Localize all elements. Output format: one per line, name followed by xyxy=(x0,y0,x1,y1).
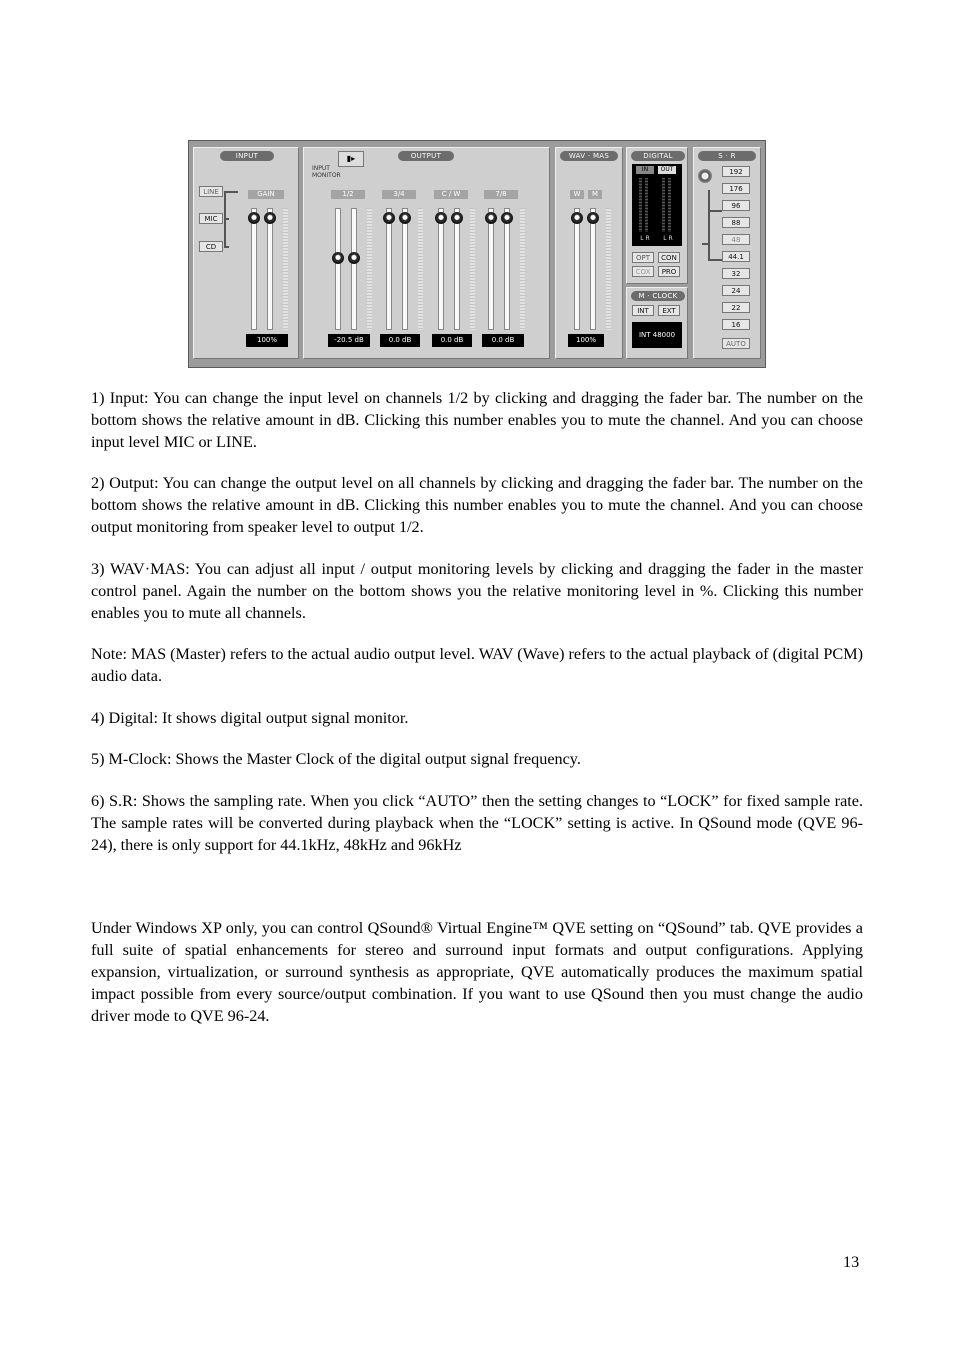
fader-7-8-left[interactable] xyxy=(488,208,494,330)
fader-1-2-left[interactable] xyxy=(335,208,341,330)
line-button[interactable]: LINE xyxy=(199,186,223,197)
sr-bracket-line xyxy=(708,210,722,212)
meter-7-8 xyxy=(520,208,525,330)
paragraph-input: 1) Input: You can change the input level on channels 1/2 by clicking and dragging the fader bar. The number on the bottom shows the relative amount in dB. Clicking this number enables you to mute the channel. And you can choose input level MIC or LINE. xyxy=(91,389,863,451)
mas-knob[interactable] xyxy=(587,212,599,224)
speaker-icon[interactable]: ▮▸ xyxy=(338,151,364,167)
rate-16[interactable]: 16 xyxy=(722,319,750,330)
con-button[interactable]: CON xyxy=(658,252,680,263)
paragraph-mclock: 5) M-Clock: Shows the Master Clock of the digital output signal frequency. xyxy=(91,750,581,768)
gain-fader-right[interactable] xyxy=(267,208,273,330)
int-button[interactable]: INT xyxy=(632,305,654,316)
gain-fader-left[interactable] xyxy=(251,208,257,330)
rate-96[interactable]: 96 xyxy=(722,200,750,211)
paragraph-qsound: Under Windows XP only, you can control QSound® Virtual Engine™ QVE setting on “QSound” tab. QVE provides a full suite of spatial enhancements for stereo and surround input formats and output configurations. Applying expansion, virtualization, or surround synthesis as appropriate, QVE automatically produces the maximum spatial impact possible from every source/output combination. If you want to use QSound then you must change the audio driver mode to QVE 96-24. xyxy=(91,919,863,1025)
meter-c-w xyxy=(470,208,475,330)
rate-48[interactable]: 48 xyxy=(722,234,750,245)
digital-meter-bar xyxy=(662,178,665,232)
ext-button[interactable]: EXT xyxy=(658,305,680,316)
sr-bracket-line xyxy=(708,190,710,260)
knob-3-4-left[interactable] xyxy=(383,212,395,224)
mas-label: M xyxy=(588,190,602,199)
input-panel-title: INPUT xyxy=(220,151,274,161)
fader-3-4-right[interactable] xyxy=(402,208,408,330)
mclock-panel-title: M · CLOCK xyxy=(631,291,685,301)
fader-c-w-right[interactable] xyxy=(454,208,460,330)
knob-c-w-left[interactable] xyxy=(435,212,447,224)
value-7-8[interactable]: 0.0 dB xyxy=(482,334,524,347)
digital-lr-right: L R xyxy=(663,235,673,242)
sr-bracket-line xyxy=(708,259,722,261)
rate-32[interactable]: 32 xyxy=(722,268,750,279)
wav-knob[interactable] xyxy=(571,212,583,224)
wav-label: W xyxy=(570,190,584,199)
channel-label-c-w: C / W xyxy=(434,190,468,199)
digital-meter-display xyxy=(632,164,682,246)
rate-192[interactable]: 192 xyxy=(722,166,750,177)
page-number: 13 xyxy=(843,1253,860,1271)
knob-3-4-right[interactable] xyxy=(399,212,411,224)
fader-1-2-right[interactable] xyxy=(351,208,357,330)
digital-meter-bar xyxy=(668,178,671,232)
input-selector-line xyxy=(224,191,238,193)
gain-knob-right[interactable] xyxy=(264,212,276,224)
rate-176[interactable]: 176 xyxy=(722,183,750,194)
fader-3-4-left[interactable] xyxy=(386,208,392,330)
value-1-2[interactable]: -20.5 dB xyxy=(328,334,370,347)
digital-out-label: OUT xyxy=(658,166,676,174)
mclock-display: INT 48000 xyxy=(632,322,682,348)
mic-button[interactable]: MIC xyxy=(199,213,223,224)
mclock-panel xyxy=(626,287,688,359)
knob-c-w-right[interactable] xyxy=(451,212,463,224)
paragraph-note: Note: MAS (Master) refers to the actual audio output level. WAV (Wave) refers to the actual playback of (digital PCM) audio data. xyxy=(91,645,863,685)
input-monitor-label: INPUT MONITOR xyxy=(312,165,341,179)
value-c-w[interactable]: 0.0 dB xyxy=(432,334,472,347)
input-selector-line xyxy=(224,218,229,220)
fader-7-8-right[interactable] xyxy=(504,208,510,330)
knob-7-8-left[interactable] xyxy=(485,212,497,224)
cox-button[interactable]: COX xyxy=(632,266,654,277)
gain-value[interactable]: 100% xyxy=(246,334,288,347)
channel-label-1-2: 1/2 xyxy=(331,190,365,199)
wavmas-panel-title: WAV · MAS xyxy=(560,151,618,161)
digital-lr-left: L R xyxy=(640,235,650,242)
knob-1-2-left[interactable] xyxy=(332,252,344,264)
paragraph-wavmas: 3) WAV·MAS: You can adjust all input / output monitoring levels by clicking and dragging the fader in the master control panel. Again the number on the bottom shows you the relative monitoring level in %. Clicking this number enables you to mute all channels. xyxy=(91,560,863,622)
digital-meter-bar xyxy=(639,178,642,232)
value-3-4[interactable]: 0.0 dB xyxy=(380,334,420,347)
opt-button[interactable]: OPT xyxy=(632,252,654,263)
channel-label-3-4: 3/4 xyxy=(382,190,416,199)
paragraph-digital: 4) Digital: It shows digital output signal monitor. xyxy=(91,709,409,727)
pro-button[interactable]: PRO xyxy=(658,266,680,277)
knob-1-2-right[interactable] xyxy=(348,252,360,264)
channel-label-7-8: 7/8 xyxy=(484,190,518,199)
mixer-screenshot xyxy=(188,140,766,368)
gain-meter xyxy=(283,208,288,330)
digital-panel-title: DIGITAL xyxy=(631,151,685,161)
meter-1-2 xyxy=(367,208,372,330)
mas-fader[interactable] xyxy=(590,208,596,330)
rate-44-1[interactable]: 44.1 xyxy=(722,251,750,262)
fader-c-w-left[interactable] xyxy=(438,208,444,330)
meter-3-4 xyxy=(418,208,423,330)
auto-button[interactable]: AUTO xyxy=(722,338,750,349)
sync-icon[interactable] xyxy=(698,169,712,183)
input-selector-line xyxy=(224,246,229,248)
rate-24[interactable]: 24 xyxy=(722,285,750,296)
wavmas-panel xyxy=(555,147,623,359)
paragraph-sr: 6) S.R: Shows the sampling rate. When you click “AUTO” then the setting changes to “LOCK” for fixed sample rate. The sample rates will be converted during playback when the “LOCK” setting is active. In QSound mode (QVE 96-24), there is only support for 44.1kHz, 48kHz and 96kHz xyxy=(91,792,863,854)
input-panel xyxy=(193,147,299,359)
knob-7-8-right[interactable] xyxy=(501,212,513,224)
wav-fader[interactable] xyxy=(574,208,580,330)
gain-knob-left[interactable] xyxy=(248,212,260,224)
sr-panel xyxy=(693,147,761,359)
output-panel xyxy=(303,147,550,359)
sr-bracket-line xyxy=(702,243,708,245)
digital-in-label: IN xyxy=(636,166,654,174)
paragraph-output: 2) Output: You can change the output level on all channels by clicking and dragging the fader bar. The number on the bottom shows the relative amount in dB. Clicking this number enables you to mute the channel. And you can choose output monitoring from speaker level to output 1/2. xyxy=(91,474,863,536)
sr-panel-title: S · R xyxy=(698,151,756,161)
rate-22[interactable]: 22 xyxy=(722,302,750,313)
wavmas-meter xyxy=(606,208,611,330)
gain-label: GAIN xyxy=(248,190,284,199)
rate-88[interactable]: 88 xyxy=(722,217,750,228)
digital-panel xyxy=(626,147,688,284)
cd-button[interactable]: CD xyxy=(199,241,223,252)
wavmas-value[interactable]: 100% xyxy=(568,334,604,347)
digital-meter-bar xyxy=(645,178,648,232)
output-panel-title: OUTPUT xyxy=(398,151,454,161)
